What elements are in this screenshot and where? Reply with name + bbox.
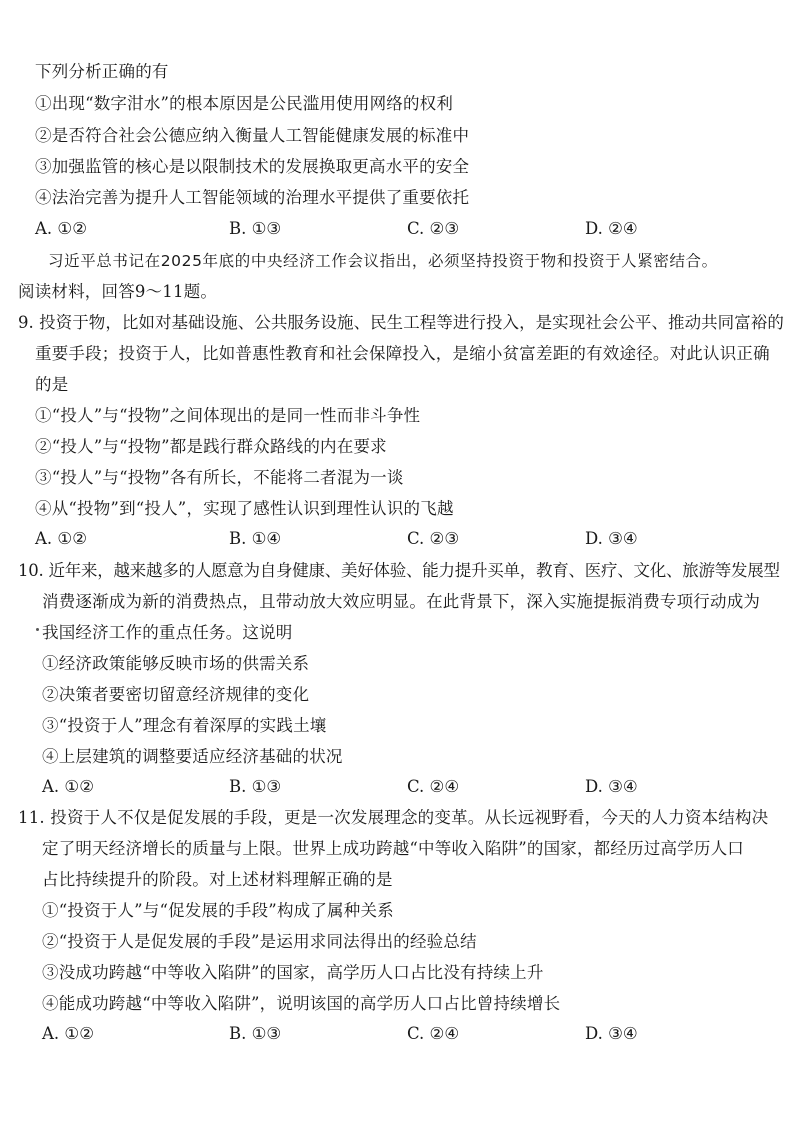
q11-option-c: C. ②④	[407, 1024, 460, 1043]
q11-item-4: ④能成功跨越“中等收入陷阱”，说明该国的高学历人口占比曾持续增长	[42, 994, 561, 1013]
q11-option-a: A. ①②	[42, 1024, 94, 1043]
q8-item-3: ③加强监管的核心是以限制技术的发展换取更高水平的安全	[35, 157, 470, 176]
q11-stem-line-2: 定了明天经济增长的质量与上限。世界上成功跨越“中等收入陷阱”的国家，都经历过高学历人口	[42, 839, 744, 858]
q11-item-1: ①“投资于人”与“促发展的手段”构成了属种关系	[42, 901, 394, 920]
q10-stem-line-2: 消费逐渐成为新的消费热点，且带动放大效应明显。在此背景下，深入实施提振消费专项行动成为	[42, 592, 761, 611]
q10-item-4: ④上层建筑的调整要适应经济基础的状况	[42, 747, 343, 766]
q9-item-4: ④从“投物”到“投人”，实现了感性认识到理性认识的飞越	[35, 499, 454, 518]
q10-option-a: A. ①②	[42, 777, 94, 796]
q9-option-a: A. ①②	[35, 529, 87, 548]
q8-item-1: ①出现“数字泔水”的根本原因是公民滥用使用网络的权利	[35, 94, 454, 113]
q9-item-3: ③“投人”与“投物”各有所长，不能将二者混为一谈	[35, 468, 404, 487]
q8-option-b: B. ①③	[229, 219, 282, 238]
q10-item-3: ③“投资于人”理念有着深厚的实践土壤	[42, 716, 327, 735]
q9-option-c: C. ②③	[407, 529, 460, 548]
q11-item-3: ③没成功跨越“中等收入陷阱”的国家，高学历人口占比没有持续上升	[42, 963, 544, 982]
q8-option-c: C. ②③	[407, 219, 460, 238]
q10-stem-line-1: 10. 近年来，越来越多的人愿意为自身健康、美好体验、能力提升买单，教育、医疗、文化、旅游等发展型	[18, 561, 780, 580]
q10-option-d: D. ③④	[585, 777, 638, 796]
q9-stem-line-2: 重要手段；投资于人，比如普惠性教育和社会保障投入，是缩小贫富差距的有效途径。对此认识正确	[35, 344, 770, 363]
q8-item-4: ④法治完善为提升人工智能领域的治理水平提供了重要依托	[35, 188, 470, 207]
q10-option-b: B. ①③	[229, 777, 282, 796]
scan-dot-mark	[36, 628, 39, 631]
q9-option-b: B. ①④	[229, 529, 282, 548]
q11-option-b: B. ①③	[229, 1024, 282, 1043]
q8-option-d: D. ②④	[585, 219, 638, 238]
q9-stem-line-3: 的是	[35, 375, 69, 394]
q8-item-2: ②是否符合社会公德应纳入衡量人工智能健康发展的标准中	[35, 126, 470, 145]
q9-option-d: D. ③④	[585, 529, 638, 548]
q11-stem-line-3: 占比持续提升的阶段。对上述材料理解正确的是	[42, 870, 393, 889]
q10-option-c: C. ②④	[407, 777, 460, 796]
q11-item-2: ②“投资于人是促发展的手段”是运用求同法得出的经验总结	[42, 932, 477, 951]
q10-stem-line-3: 我国经济工作的重点任务。这说明	[42, 623, 293, 642]
material-intro-line-1: 习近平总书记在2025年底的中央经济工作会议指出，必须坚持投资于物和投资于人紧密结合。	[48, 252, 718, 270]
q9-stem-line-1: 9. 投资于物，比如对基础设施、公共服务设施、民生工程等进行投入，是实现社会公平、推动共同富裕的	[18, 313, 784, 332]
q11-stem-line-1: 11. 投资于人不仅是促发展的手段，更是一次发展理念的变革。从长远视野看，今天的人力资本结构决	[18, 808, 769, 827]
q9-item-1: ①“投人”与“投物”之间体现出的是同一性而非斗争性	[35, 406, 421, 425]
q11-option-d: D. ③④	[585, 1024, 638, 1043]
q8-stem: 下列分析正确的有	[35, 62, 169, 81]
material-intro-line-2: 阅读材料，回答9～11题。	[18, 282, 218, 301]
q9-item-2: ②“投人”与“投物”都是践行群众路线的内在要求	[35, 437, 387, 456]
q10-item-1: ①经济政策能够反映市场的供需关系	[42, 654, 310, 673]
q10-item-2: ②决策者要密切留意经济规律的变化	[42, 685, 310, 704]
q8-option-a: A. ①②	[35, 219, 87, 238]
